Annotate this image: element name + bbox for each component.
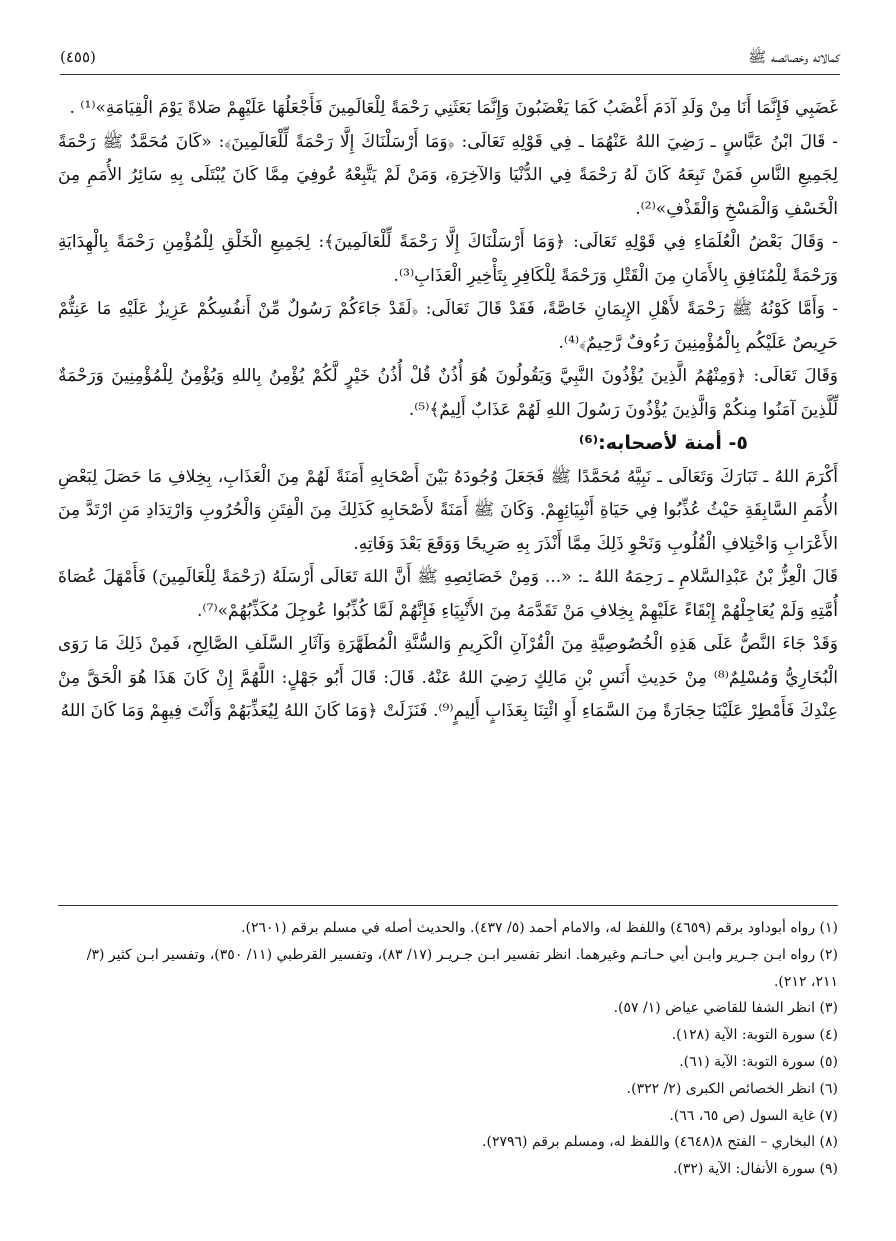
header-divider <box>60 74 840 75</box>
footnote: (٦) انظر الخصائص الكبرى (٢/ ٣٢٢). <box>626 1080 838 1097</box>
paragraph: وَقَالَ تَعَالَى: ﴿وَمِنْهُمُ الَّذِينَ يُؤْذُونَ النَّبِيَّ وَيَقُولُونَ هُوَ أُذُنٌ قُلْ أُذُنُ خَيْرٍ لَّكُمْ يُؤْمِنُ بِاللهِ وَيُؤْمِنُ لِلْمُؤْمِنِينَ وَرَحْمَةٌ لِّلَّذِينَ آمَنُوا مِنكُمْ وَالَّذِينَ يُؤْذُونَ رَسُولَ اللهِ لَهُمْ عَذَابٌ أَلِيمٌ﴾⁽⁵⁾. <box>58 366 838 420</box>
paragraph: أَكْرَمَ اللهُ ـ تَبَارَكَ وَتَعَالَى ـ نَبِيَّهُ مُحَمَّدًا ﷺ فَجَعَلَ وُجُودَهُ بَيْنَ أَصْحَابِهِ أَمَنَةً لَهُمْ مِنَ الْعَذَابِ، بِخِلافِ مَا حَصَلَ لِبَعْضِ الأُمَمِ السَّابِقَةِ حَيْثُ عُذِّبُوا فِي حَيَاةِ أَنْبِيَائِهِمْ. وَكَانَ ﷺ أَمَنَةً لأَصْحَابِهِ كَذَلِكَ مِنَ الْفِتَنِ وَالْحُرُوبِ وَارْتِدَادِ مَنِ ارْتَدَّ مِنَ الأَعْرَابِ وَاخْتِلافِ الْقُلُوبِ وَنَحْوِ ذَلِكَ مِمَّا أَنْذَرَ بِهِ صَرِيحًا وَوَقَعَ بَعْدَ وَفَاتِهِ. <box>58 466 838 554</box>
paragraph: قَالَ الْعِزُّ بْنُ عَبْدِالسَّلامِ ـ رَحِمَهُ اللهُ ـ: «... وَمِنْ خَصَائِصِهِ ﷺ أَنَّ اللهَ تَعَالَى أَرْسَلَهُ (رَحْمَةً لِلْعَالَمِينَ) فَأَمْهَلَ عُصَاةَ أُمَّتِهِ وَلَمْ يُعَاجِلْهُمْ إِبْقَاءً عَلَيْهِمْ بِخِلافِ مَنْ تَقَدَّمَهُ مِنَ الأَنْبِيَاءِ فَإِنَّهُمْ لَمَّا كُذِّبُوا عُوجِلَ مُكَذِّبُهُمْ»⁽⁷⁾. <box>58 567 838 621</box>
main-text <box>58 92 838 729</box>
footnote: (٥) سورة التوبة: الآية (٦١). <box>679 1053 838 1070</box>
paragraph: وَقَدْ جَاءَ النَّصُّ عَلَى هَذِهِ الْخُصُوصِيَّةِ مِنَ الْقُرْآنِ الْكَرِيمِ وَالسُّنَّةِ الْمُطَهَّرَةِ وَآثَارِ السَّلَفِ الصَّالِحِ، فَمِنْ ذَلِكَ مَا رَوَى الْبُخَارِيُّ وَمُسْلِمٌ⁽⁸⁾ مِنْ حَدِيثِ أَنَسِ بْنِ مَالِكٍ رَضِيَ اللهُ عَنْهُ. قَالَ: قَالَ أَبُو جَهْلٍ: اللَّهُمَّ إِنْ كَانَ هَذَا هُوَ الْحَقَّ مِنْ عِنْدِكَ فَأَمْطِرْ عَلَيْنَا حِجَارَةً مِنَ السَّمَاءِ أَوِ ائْتِنَا بِعَذَابٍ أَلِيمٍ⁽⁹⁾. فَنَزَلَتْ ﴿وَمَا كَانَ اللهُ لِيُعَذِّبَهُمْ وَأَنْتَ فِيهِمْ وَمَا كَانَ اللهُ <box>58 634 838 721</box>
footnote: (٢) رواه ابـن جـرير وابـن أبي حـاتـم وغيرهما. انظر تفسير ابـن جـريـر (١٧/ ٨٣)، وتفسير القرطبي (١١/ ٣٥٠)، وتفسير ابـن كثير (٣/ ٢١١، ٢١٢). <box>86 946 838 990</box>
paragraph: - قَالَ ابْنُ عَبَّاسٍ ـ رَضِيَ اللهُ عَنْهُمَا ـ فِي قَوْلِهِ تَعَالَى: ﴿وَمَا أَرْسَلْنَاكَ إِلَّا رَحْمَةً لِّلْعَالَمِينَ﴾: «كَانَ مُحَمَّدٌ ﷺ رَحْمَةً لِجَمِيعِ النَّاسِ فَمَنْ تَبِعَهُ كَانَ لَهُ رَحْمَةً فِي الدُّنْيَا وَالآخِرَةِ، وَمَنْ لَمْ يَتَّبِعْهُ عُوفِيَ مِمَّا كَانَ يُبْتَلَى بِهِ سَائِرُ الأُمَمِ مِنَ الْخَسْفِ وَالْمَسْخِ وَالْقَذْفِ»⁽²⁾. <box>58 131 838 219</box>
footnote: (٨) البخاري – الفتح ٨(٤٦٤٨) واللفظ له، ومسلم برقم (٢٧٩٦). <box>482 1134 838 1151</box>
section-heading: ٥- أمنة لأصحابه:⁽⁶⁾ <box>578 432 748 454</box>
running-header <box>60 44 840 76</box>
paragraph: - وَقَالَ بَعْضُ الْعُلَمَاءِ فِي قَوْلِهِ تَعَالَى: ﴿وَمَا أَرْسَلْنَاكَ إِلَّا رَحْمَةً لِّلْعَالَمِينَ﴾: لِجَمِيعِ الْخَلْقِ لِلْمُؤْمِنِ رَحْمَةً بِالْهِدَايَةِ وَرَحْمَةً لِلْمُنَافِقِ بِالأَمَانِ مِنَ الْقَتْلِ وَرَحْمَةً لِلْكَافِرِ بِتَأْخِيرِ الْعَذَابِ⁽³⁾. <box>58 232 838 286</box>
paragraph: غَضَبِي فَإِنَّمَا أَنَا مِنْ وَلَدِ آدَمَ أَغْضَبُ كَمَا يَغْضَبُونَ وَإِنَّمَا بَعَثَنِي رَحْمَةً لِلْعَالَمِينَ فَأَجْعَلُهَا عَلَيْهِمْ صَلاةً يَوْمَ الْقِيَامَةِ»⁽¹⁾ . <box>69 98 838 118</box>
footnote: (٣) انظر الشفا للقاضي عياض (١/ ٥٧). <box>613 1000 838 1017</box>
footnote: (٩) سورة الأنفال: الآية (٣٢). <box>672 1161 838 1178</box>
paragraph: - وَأَمَّا كَوْنُهُ ﷺ رَحْمَةً لأَهْلِ الإِيمَانِ خَاصَّةً، فَقَدْ قَالَ تَعَالَى: ﴿لَقَدْ جَاءَكُمْ رَسُولٌ مِّنْ أَنفُسِكُمْ عَزِيزٌ عَلَيْهِ مَا عَنِتُّمْ حَرِيصٌ عَلَيْكُم بِالْمُؤْمِنِينَ رَءُوفٌ رَّحِيمٌ﴾⁽⁴⁾. <box>58 299 838 353</box>
header-title: كمالاته وخصائصه ﷺ <box>748 48 840 66</box>
footnote: (١) رواه أبوداود برقم (٤٦٥٩) واللفظ له، والامام أحمد (٥/ ٤٣٧). والحديث أصله في مسلم برقم (٢٦٠١). <box>241 920 838 936</box>
page-number: (٤٥٥) <box>60 48 96 66</box>
footnote: (٤) سورة التوبة: الآية (١٢٨). <box>671 1027 838 1044</box>
footnote-divider <box>58 905 838 906</box>
footnote: (٧) غاية السول (ص ٦٥، ٦٦). <box>669 1107 838 1124</box>
footnotes <box>58 915 838 1183</box>
